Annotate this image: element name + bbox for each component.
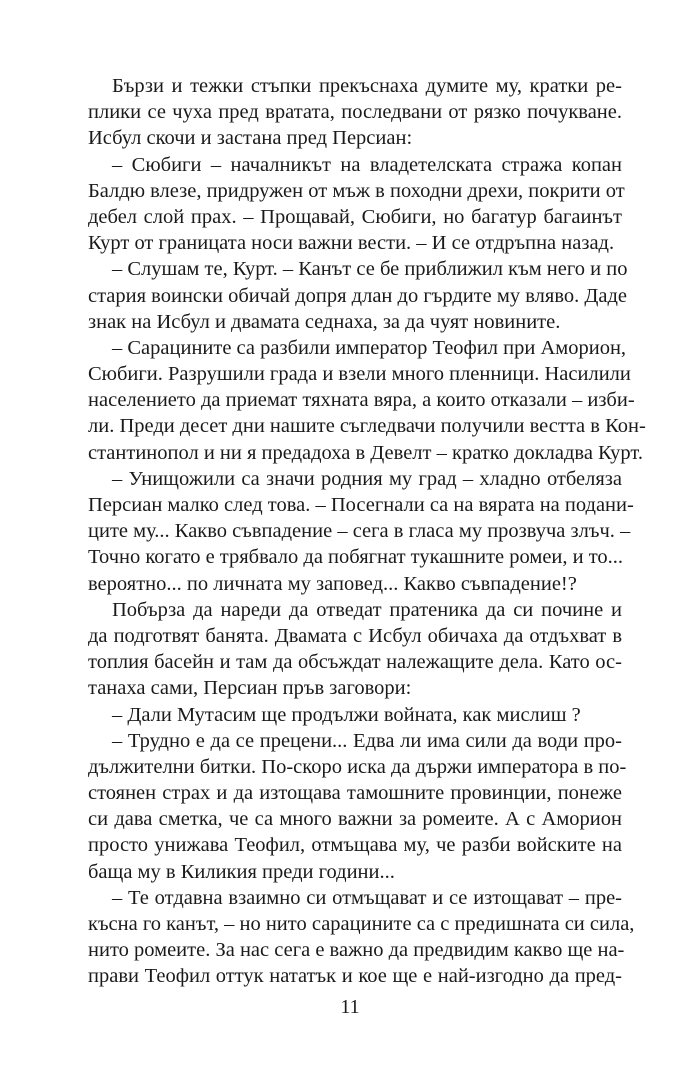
text-line: си дава сметка, че са много важни за ромеите. А с Аморион [88,808,622,831]
page-number: 11 [340,996,360,1018]
text-line: плики се чуха пред вратата, последвани от рязко почукване. [88,101,622,124]
paragraph [88,73,622,152]
text-line: да подготвят банята. Двамата с Исбул обичаха да отдъхват в [88,624,622,647]
text-line: – Унищожили са значи родния му град – хладно отбеляза [112,467,622,490]
paragraph [88,885,635,990]
text-line: ли. Преди десет дни нашите съгледвачи получили вестта в Кон- [88,415,646,438]
paragraph [88,728,627,885]
text-line: Исбул скочи и застана пред Персиан: [88,127,413,150]
text-line: – Слушам те, Курт. – Канът се бе приближил към него и по [112,258,628,281]
text-line: стоянен страх и да изтощава тамошните провинции, понеже [88,782,622,805]
paragraph [88,702,622,728]
text-line: прави Теофил оттук нататък и кое ще е най-изгодно да пред- [88,965,622,988]
text-line: – Дали Мутасим ще продължи войната, как мислиш ? [112,703,581,726]
text-line: баща му в Киликия преди години... [88,860,395,883]
text-line: – Трудно е да се прецени... Едва ли има сили да води про- [112,729,622,752]
text-line: късна го канът, – но нито сарацините са с предишната си сила, [88,913,635,935]
text-line: Точно когато е трябвало да побягнат тукашните ромеи, и то... [88,546,624,569]
text-line: населението да приемат тяхната вяра, а които отказали – изби- [88,389,635,412]
paragraph [88,256,628,335]
text-line: Сюбиги. Разрушили града и взели много пленници. Насилили [88,363,631,386]
text-line: Балдю влезе, придружен от мъж в походни дрехи, покрити от [88,179,625,202]
body-text [88,73,646,990]
text-line: Побърза да нареди да отведат пратеника да си почине и [112,598,622,621]
text-line: – Сюбиги – началникът на владетелската стража копан [112,153,622,176]
paragraph [88,597,622,702]
text-line: Курт от границата носи важни вести. – И се отдръпна назад. [88,232,615,255]
paragraph [88,335,646,466]
text-line: просто унижава Теофил, отмъщава му, че разби войските на [88,834,622,857]
text-line: нито ромеите. За нас сега е важно да предвидим какво ще на- [88,939,625,962]
text-line: Бързи и тежки стъпки прекъснаха думите му, кратки ре- [112,75,622,97]
text-line: стантинопол и ни я предадоха в Девелт – кратко докладва Курт. [88,441,643,464]
paragraph [88,466,634,597]
text-line: Персиан малко след това. – Посегнали са на вярата на подани- [88,494,634,516]
text-line: – Сарацините са разбили император Теофил при Аморион, [112,336,627,359]
text-line: знак на Исбул и двамата седнаха, за да чуят новините. [88,310,561,333]
text-line: – Те отдавна взаимно си отмъщават и се изтощават – пре- [112,886,622,909]
text-line: ците му... Какво съвпадение – сега в гласа му прозвуча злъч. – [88,520,631,543]
text-line: дебел слой прах. – Прощавай, Сюбиги, но багатур багаинът [88,205,622,228]
text-line: вероятно... по личната му заповед... Какво съвпадение!? [88,572,577,595]
text-line: топлия басейн и там да обсъждат належащите дела. Като ос- [88,651,622,674]
paragraph [88,152,625,257]
text-line: дължителни битки. По-скоро иска да държи императора в по- [88,755,627,778]
text-line: стария воински обичай допря длан до гърдите му вляво. Даде [88,284,627,307]
text-line: танаха сами, Персиан пръв заговори: [88,677,412,700]
